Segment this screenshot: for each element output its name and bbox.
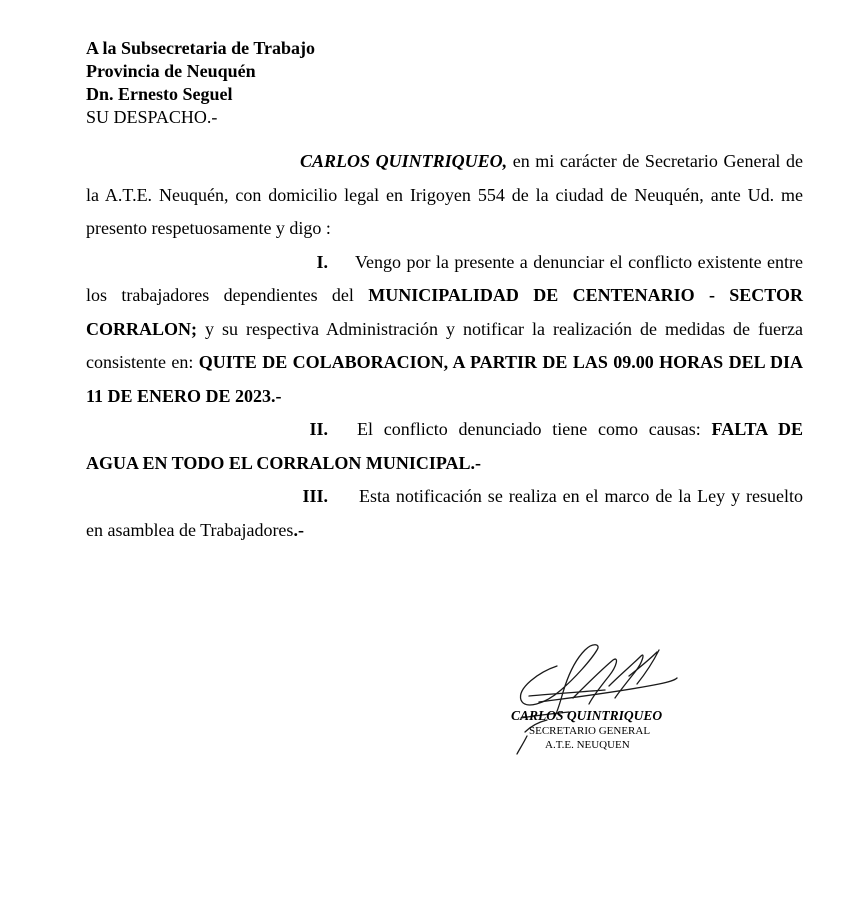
item-2-number: II. (309, 419, 328, 439)
item-1-text-a: Vengo por la presente a denunciar el conflicto existente entre los trabajadores dependientes del (86, 251, 803, 305)
letter-body (86, 145, 803, 547)
item-3-text: Esta notificación se realiza en el marco de la Ley y resuelto en asamblea de Trabajadores (86, 486, 803, 540)
item-2-text: El conflicto denunciado tiene como causas: (357, 419, 712, 439)
item-3-end: .- (293, 519, 304, 540)
signer-role: SECRETARIO GENERAL (529, 725, 651, 737)
intro-text: en mi carácter de Secretario General de la A.T.E. Neuquén, con domicilio legal en Irigoyen 554 de la ciudad de Neuquén, ante Ud. me presento respetuosamente y digo : (86, 151, 803, 238)
sender-name: CARLOS QUINTRIQUEO, (300, 151, 508, 171)
document-page (86, 0, 803, 897)
item-3-number: III. (302, 486, 328, 506)
signature-block (509, 636, 689, 766)
item-1 (86, 246, 803, 414)
item-3 (86, 480, 803, 547)
item-1-employer: MUNICIPALIDAD DE CENTENARIO - SECTOR CORRALON; (86, 285, 803, 339)
addressee-province: Provincia de Neuquén (86, 61, 256, 81)
signer-organization: A.T.E. NEUQUEN (545, 739, 630, 751)
addressee-office: A la Subsecretaria de Trabajo (86, 38, 315, 58)
item-1-text-b: y su respectiva Administración y notificar la realización de medidas de fuerza consistente en: (86, 318, 803, 372)
addressee-block (86, 37, 315, 129)
addressee-despacho: SU DESPACHO.- (86, 107, 218, 127)
item-1-number: I. (316, 251, 328, 272)
intro-paragraph (86, 145, 803, 246)
addressee-person: Dn. Ernesto Seguel (86, 84, 233, 104)
item-2-cause: FALTA DE AGUA EN TODO EL CORRALON MUNICIPAL.- (86, 419, 803, 473)
signer-name: CARLOS QUINTRIQUEO (511, 708, 663, 723)
item-2 (86, 413, 803, 480)
item-1-measure: QUITE DE COLABORACION, A PARTIR DE LAS 09.00 HORAS DEL DIA 11 DE ENERO DE 2023.- (86, 352, 803, 406)
